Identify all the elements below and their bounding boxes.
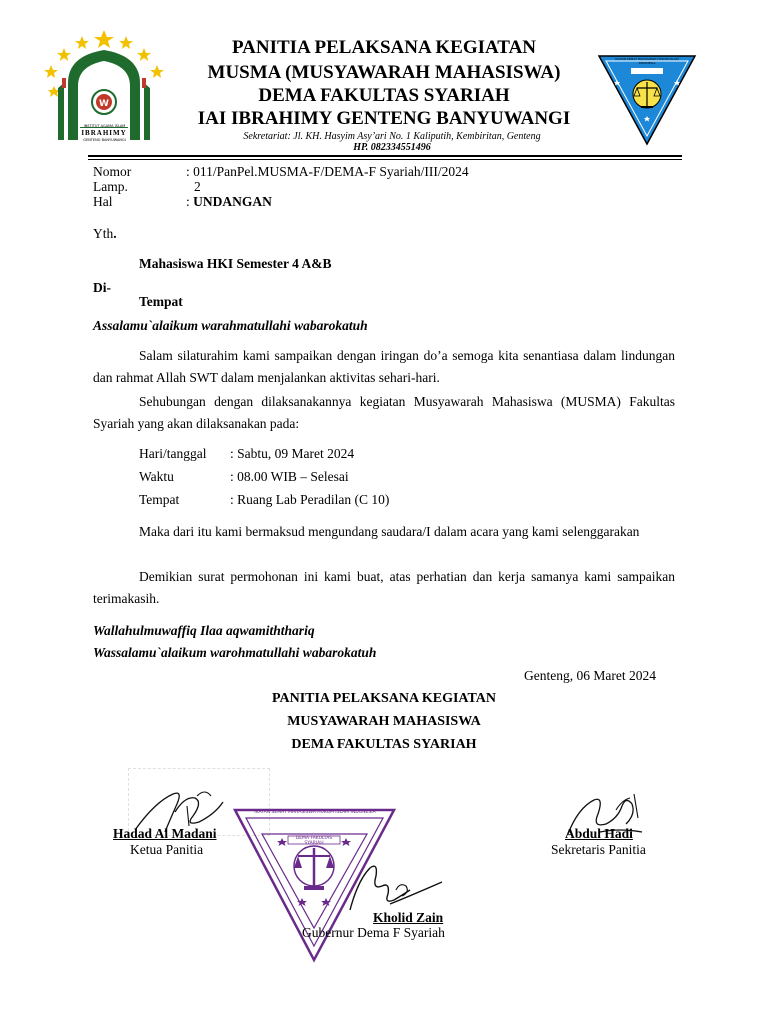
letterhead-line3: DEMA FAKULTAS SYARIAH <box>258 85 510 106</box>
paragraph-1-text: Salam silaturahim kami sampaikan dengan iringan do’a semoga kita senantiasa dalam lindungan dan rahmat Allah SWT dalam menjalankan aktivitas sehari-hari. <box>93 348 675 385</box>
stamp-text-mid: DEMA FAKULTAS SYARIAH <box>295 836 333 846</box>
center-signer-name: Kholid Zain <box>373 910 444 925</box>
hal-label: Hal <box>93 194 113 209</box>
signature-org-1: PANITIA PELAKSANA KEGIATAN <box>271 691 497 706</box>
signature-org-2: MUSYAWARAH MAHASISWA <box>287 714 481 729</box>
nomor-label: Nomor <box>93 164 132 179</box>
center-signer-role: Gubernur Dema F Syariah <box>302 925 445 940</box>
letterhead-line4: IAI IBRAHIMY GENTENG BANYUWANGI <box>197 108 571 129</box>
right-signer-name: Abdul Hadi <box>565 826 633 841</box>
closing-1: Wallahulmuwaffiq Ilaa aqwamiththariq <box>93 623 315 638</box>
left-signer-role: Ketua Panitia <box>130 842 204 857</box>
yth-dot: . <box>113 226 117 241</box>
badge-text: IKATAN SEMAT MAHASISWA HUKUM ISLAM INDONESIA <box>615 57 679 65</box>
stamp-text-top: IKATAN SEMAT MAHASISWA HUKUM ISLAM INDONESIA <box>254 810 376 815</box>
detail-label-date: Hari/tanggal <box>139 446 207 461</box>
left-signer-name: Hadad Al Madani <box>113 826 217 841</box>
paragraph-4 <box>93 566 675 610</box>
paragraph-2-text: Sehubungan dengan dilaksanakannya kegiatan Musyawarah Mahasiswa (MUSMA) Fakultas Syariah yang akan dilaksanakan pada: <box>93 394 675 431</box>
logo-text-mid: IBRAHIMY <box>81 129 127 137</box>
letterhead-rule <box>88 155 682 157</box>
hal-subject: UNDANGAN <box>193 194 272 209</box>
hal-value <box>186 194 272 210</box>
letterhead-line2: MUSMA (MUSYAWARAH MAHASISWA) <box>207 62 561 83</box>
paragraph-3 <box>93 521 675 543</box>
yth-text: Yth <box>93 226 114 241</box>
paragraph-2 <box>93 391 675 435</box>
lamp-label: Lamp. <box>93 179 128 194</box>
signature-date: Genteng, 06 Maret 2024 <box>524 668 656 683</box>
nomor-value: : 011/PanPel.MUSMA-F/DEMA-F Syariah/III/2024 <box>186 164 469 179</box>
recipient-name: Mahasiswa HKI Semester 4 A&B <box>139 256 332 271</box>
detail-value-date: : Sabtu, 09 Maret 2024 <box>230 446 355 461</box>
svg-text:W: W <box>99 99 109 109</box>
recipient-di: Di- <box>93 280 111 295</box>
scales-badge-icon <box>597 54 697 146</box>
detail-label-place: Tempat <box>139 492 180 507</box>
logo-text-top: INSTITUT AGAMA ISLAM <box>83 124 126 128</box>
logo-text-bot: GENTENG BANYUWANGI <box>83 138 126 142</box>
paragraph-4-text: Demikian surat permohonan ini kami buat, atas perhatian dan kerja samanya kami sampaikan terimakasih. <box>93 569 675 606</box>
detail-value-time: : 08.00 WIB – Selesai <box>230 469 349 484</box>
closing-2: Wassalamu`alaikum warohmatullahi wabarokatuh <box>93 645 377 660</box>
detail-value-place: : Ruang Lab Peradilan (C 10) <box>230 492 390 507</box>
right-signer-role: Sekretaris Panitia <box>551 842 646 857</box>
letterhead-address: Sekretariat: Jl. KH. Hasyim Asy’ari No. 1 Kaliputih, Kembiritan, Genteng <box>243 131 541 142</box>
paragraph-3-text: Maka dari itu kami bermaksud mengundang saudara/I dalam acara yang kami selenggarakan <box>139 524 640 539</box>
letterhead-phone: HP. 082334551496 <box>353 142 431 153</box>
signature-org-3: DEMA FAKULTAS SYARIAH <box>291 737 477 752</box>
letterhead-line1: PANITIA PELAKSANA KEGIATAN <box>231 37 537 58</box>
letterhead-rule-thin <box>88 159 682 160</box>
paragraph-1 <box>93 345 675 389</box>
hal-sep: : <box>186 194 194 209</box>
ikatan-badge-logo <box>597 54 697 146</box>
detail-label-time: Waktu <box>139 469 174 484</box>
recipient-tempat: Tempat <box>139 294 183 309</box>
lamp-value: 2 <box>194 179 201 194</box>
yth <box>93 226 117 242</box>
greeting: Assalamu`alaikum warahmatullahi wabarokatuh <box>93 318 368 333</box>
